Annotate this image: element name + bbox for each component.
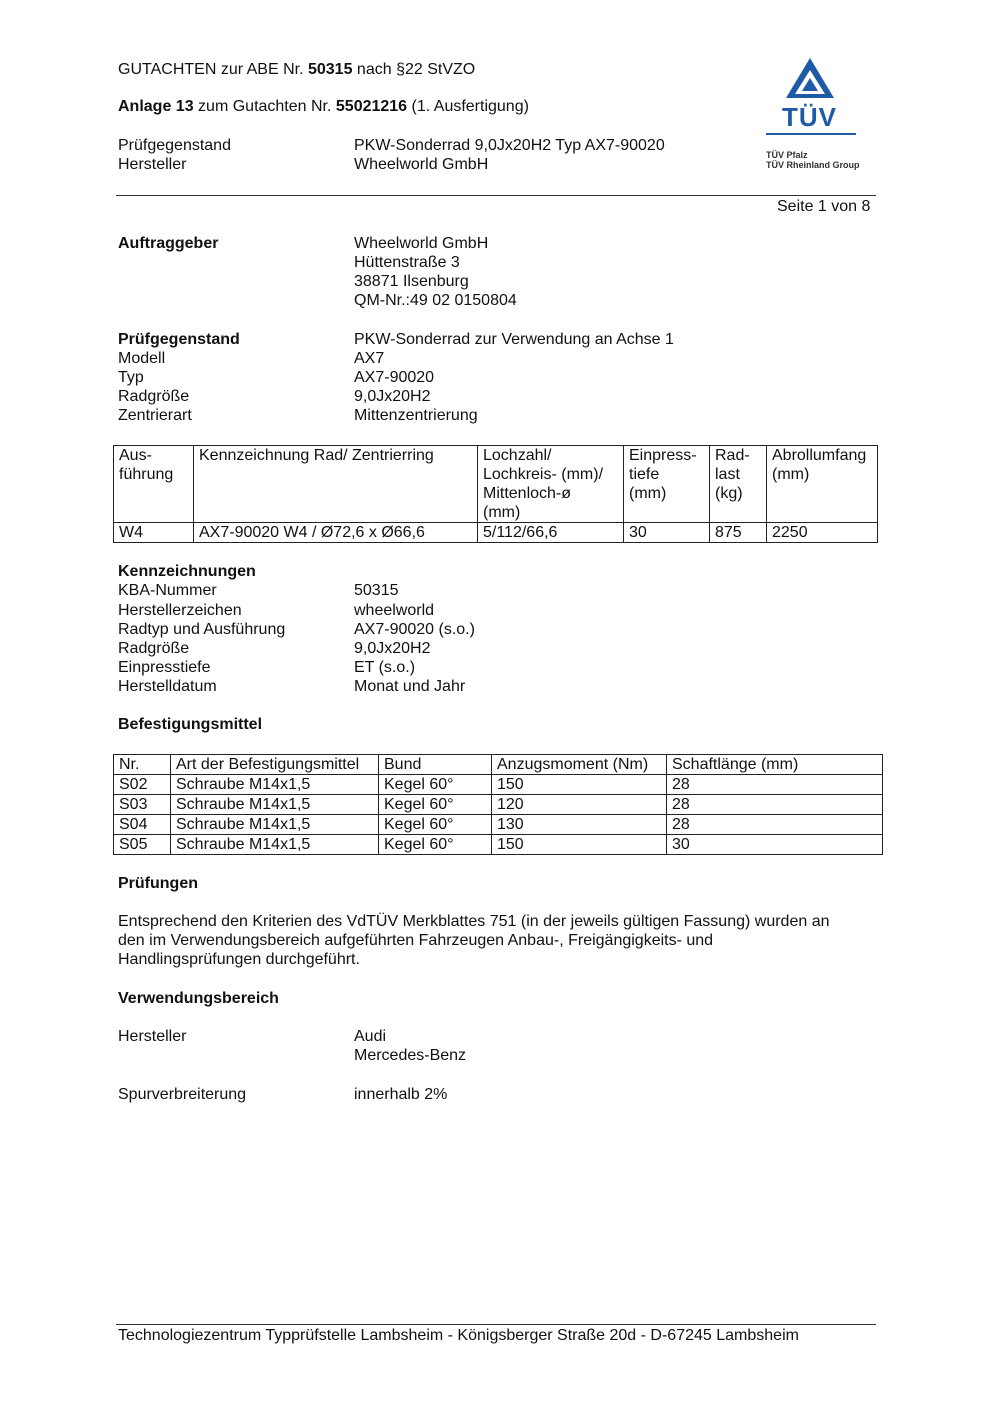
header-label: Prüfgegenstand — [118, 137, 231, 154]
wheel-table-header-cell: Lochzahl/ Lochkreis- (mm)/ Mittenloch-ø (mm) — [478, 446, 624, 523]
befestigung-header-cell: Anzugsmoment (Nm) — [492, 755, 667, 775]
befestigung-table — [113, 754, 883, 855]
verwendungsbereich-hersteller-row-2 — [118, 1046, 858, 1065]
table-row — [114, 775, 883, 795]
header-divider — [116, 195, 876, 196]
befestigung-cell: Kegel 60° — [379, 795, 492, 815]
header-value: Wheelworld GmbH — [354, 156, 489, 173]
wheel-table-cell: 30 — [624, 523, 710, 543]
befestigung-cell: S05 — [114, 835, 171, 855]
verwendungsbereich-label: Hersteller — [118, 1028, 187, 1045]
kennzeichnungen-title: Kennzeichnungen — [118, 563, 256, 580]
header-row-pruefgegenstand — [118, 136, 858, 155]
kennzeichnungen-row — [118, 581, 858, 600]
befestigung-cell: S03 — [114, 795, 171, 815]
verwendungsbereich-hersteller-row — [118, 1027, 858, 1046]
verwendungsbereich-title-row — [118, 989, 858, 1008]
footer-divider — [116, 1324, 876, 1325]
befestigung-header-cell: Nr. — [114, 755, 171, 775]
pruefgegenstand-value: 9,0Jx20H2 — [354, 388, 431, 405]
kennzeichnungen-title-row — [118, 562, 858, 581]
befestigung-cell: S04 — [114, 815, 171, 835]
tuev-logo-text: TÜV — [782, 102, 837, 132]
header-value: PKW-Sonderrad 9,0Jx20H2 Typ AX7-90020 — [354, 137, 665, 154]
pruefgegenstand-value: AX7 — [354, 350, 385, 367]
pruefgegenstand-label: Typ — [118, 369, 144, 386]
wheel-table-header-cell: Kennzeichnung Rad/ Zentrierring — [194, 446, 478, 523]
footer-text: Technologiezentrum Typprüfstelle Lambsheim - Königsberger Straße 20d - D-67245 Lambsheim — [118, 1327, 799, 1344]
pruefgegenstand-value: PKW-Sonderrad zur Verwendung an Achse 1 — [354, 331, 674, 348]
header-abe-number: 50315 — [307, 61, 353, 78]
befestigung-cell: 150 — [492, 775, 667, 795]
tuev-logo — [762, 56, 862, 172]
befestigung-header-cell: Bund — [379, 755, 492, 775]
auftraggeber-line: 38871 Ilsenburg — [354, 273, 469, 290]
pruefungen-text — [118, 912, 878, 969]
befestigung-cell: Kegel 60° — [379, 775, 492, 795]
kennzeichnungen-row — [118, 639, 858, 658]
verwendungsbereich-title: Verwendungsbereich — [118, 990, 279, 1007]
header-label: Hersteller — [118, 156, 187, 173]
pruefgegenstand-row — [118, 368, 858, 387]
wheel-table-header — [114, 446, 878, 523]
pruefgegenstand-value: AX7-90020 — [354, 369, 435, 386]
pruefgegenstand-row — [118, 406, 858, 425]
header-row-hersteller — [118, 155, 858, 174]
befestigung-header-cell: Schaftlänge (mm) — [667, 755, 883, 775]
befestigung-cell: 28 — [667, 775, 883, 795]
pruefgegenstand-title: Prüfgegenstand — [118, 331, 240, 348]
wheel-table-header-cell: Abrollumfang (mm) — [767, 446, 878, 523]
header-line-1 — [118, 60, 475, 79]
header-abe-suffix: nach §22 StVZO — [356, 61, 476, 78]
kennzeichnungen-value: Monat und Jahr — [354, 678, 466, 695]
befestigung-cell: Schraube M14x1,5 — [171, 795, 379, 815]
befestigung-cell: 150 — [492, 835, 667, 855]
befestigung-title-row — [118, 715, 858, 734]
befestigung-header-cell: Art der Befestigungsmittel — [171, 755, 379, 775]
kennzeichnungen-value: ET (s.o.) — [354, 659, 416, 676]
befestigung-cell: Kegel 60° — [379, 835, 492, 855]
kennzeichnungen-value: 50315 — [354, 582, 399, 599]
befestigung-cell: Schraube M14x1,5 — [171, 775, 379, 795]
kennzeichnungen-label: KBA-Nummer — [118, 582, 217, 599]
page-number: Seite 1 von 8 — [777, 198, 871, 215]
kennzeichnungen-label: Herstellerzeichen — [118, 602, 242, 619]
verwendungsbereich-value: Audi — [354, 1028, 387, 1045]
auftraggeber-row-1 — [118, 253, 858, 272]
kennzeichnungen-value: AX7-90020 (s.o.) — [354, 621, 475, 638]
tuev-logo-sub2: TÜV Rheinland Group — [766, 160, 860, 170]
pruefgegenstand-label: Modell — [118, 350, 166, 367]
wheel-table-header-cell: Rad- last (kg) — [710, 446, 767, 523]
kennzeichnungen-label: Radtyp und Ausführung — [118, 621, 286, 638]
pruefungen-title-row — [118, 874, 858, 893]
befestigung-table-header — [114, 755, 883, 775]
auftraggeber-line: Hüttenstraße 3 — [354, 254, 460, 271]
pruefgegenstand-title-row — [118, 330, 858, 349]
verwendungsbereich-spur-row — [118, 1085, 858, 1104]
wheel-table — [113, 445, 878, 543]
wheel-table-cell: W4 — [114, 523, 194, 543]
wheel-table-header-cell: Aus- führung — [114, 446, 194, 523]
kennzeichnungen-label: Radgröße — [118, 640, 190, 657]
header-abe-prefix: GUTACHTEN zur ABE Nr. — [118, 61, 304, 78]
kennzeichnungen-value: 9,0Jx20H2 — [354, 640, 431, 657]
table-row — [114, 523, 878, 543]
wheel-table-cell: AX7-90020 W4 / Ø72,6 x Ø66,6 — [194, 523, 478, 543]
auftraggeber-row-2 — [118, 272, 858, 291]
wheel-table-header-cell: Einpress- tiefe (mm) — [624, 446, 710, 523]
tuev-logo-sub1: TÜV Pfalz — [766, 150, 808, 160]
table-row — [114, 835, 883, 855]
befestigung-cell: 130 — [492, 815, 667, 835]
pruefungen-line: den im Verwendungsbereich aufgeführten Fahrzeugen Anbau-, Freigängigkeits- und — [118, 932, 714, 949]
befestigung-cell: Schraube M14x1,5 — [171, 835, 379, 855]
befestigung-cell: S02 — [114, 775, 171, 795]
befestigung-title: Befestigungsmittel — [118, 716, 263, 733]
auftraggeber-row-0 — [118, 234, 858, 253]
header-anlage: Anlage 13 — [118, 98, 194, 115]
pruefgegenstand-value: Mittenzentrierung — [354, 407, 478, 424]
pruefgegenstand-row — [118, 349, 858, 368]
auftraggeber-line: Wheelworld GmbH — [354, 235, 489, 252]
auftraggeber-row-3 — [118, 291, 858, 310]
wheel-table-cell: 5/112/66,6 — [478, 523, 624, 543]
wheel-table-cell: 2250 — [767, 523, 878, 543]
kennzeichnungen-row — [118, 601, 858, 620]
befestigung-cell: 30 — [667, 835, 883, 855]
pruefungen-line: Entsprechend den Kriterien des VdTÜV Merkblattes 751 (in der jeweils gültigen Fassung) wurden an — [118, 913, 830, 930]
header-line-2 — [118, 97, 529, 116]
befestigung-cell: Schraube M14x1,5 — [171, 815, 379, 835]
table-row — [114, 795, 883, 815]
kennzeichnungen-label: Einpresstiefe — [118, 659, 211, 676]
auftraggeber-title: Auftraggeber — [118, 235, 219, 252]
verwendungsbereich-label: Spurverbreiterung — [118, 1086, 247, 1103]
kennzeichnungen-row — [118, 620, 858, 639]
befestigung-cell: 28 — [667, 815, 883, 835]
verwendungsbereich-value: innerhalb 2% — [354, 1086, 448, 1103]
verwendungsbereich-value: Mercedes-Benz — [354, 1047, 467, 1064]
befestigung-cell: 28 — [667, 795, 883, 815]
kennzeichnungen-row — [118, 658, 858, 677]
header-ausfertigung: (1. Ausfertigung) — [411, 98, 529, 115]
kennzeichnungen-row — [118, 677, 858, 696]
header-gutachten-label: zum Gutachten Nr. — [198, 98, 332, 115]
wheel-table-cell: 875 — [710, 523, 767, 543]
pruefungen-line: Handlingsprüfungen durchgeführt. — [118, 951, 360, 968]
pruefgegenstand-row — [118, 387, 858, 406]
header-gutachten-number: 55021216 — [335, 98, 408, 115]
pruefungen-title: Prüfungen — [118, 875, 198, 892]
befestigung-cell: 120 — [492, 795, 667, 815]
pruefgegenstand-label: Zentrierart — [118, 407, 192, 424]
kennzeichnungen-label: Herstelldatum — [118, 678, 217, 695]
table-row — [114, 815, 883, 835]
kennzeichnungen-value: wheelworld — [354, 602, 435, 619]
befestigung-cell: Kegel 60° — [379, 815, 492, 835]
auftraggeber-line: QM-Nr.:49 02 0150804 — [354, 292, 517, 309]
pruefgegenstand-label: Radgröße — [118, 388, 190, 405]
